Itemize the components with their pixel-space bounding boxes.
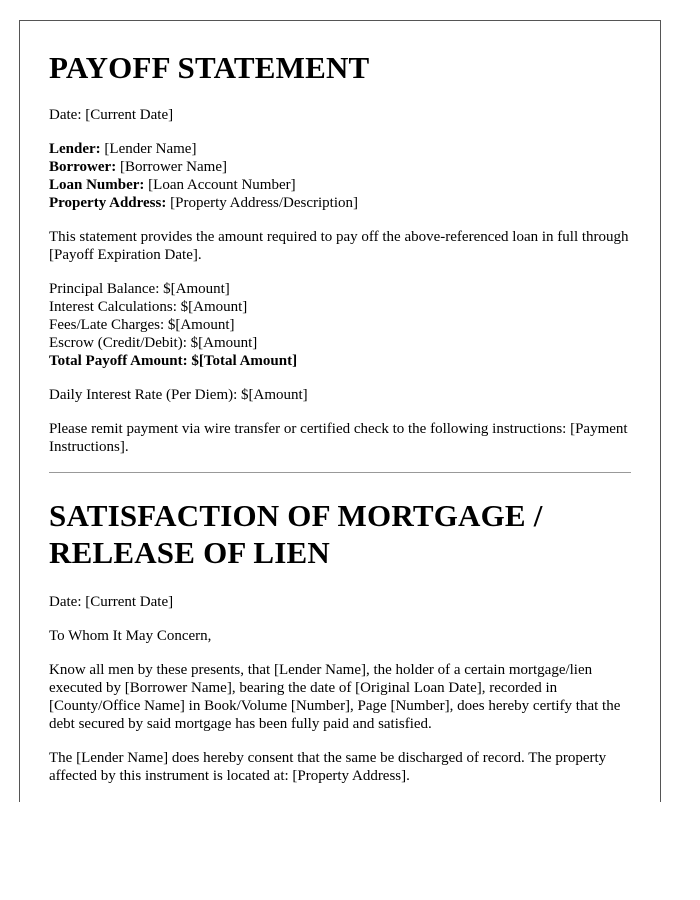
lender-label: Lender:	[49, 141, 101, 157]
satisfaction-title: SATISFACTION OF MORTGAGE / RELEASE OF LIEN	[49, 498, 543, 570]
document-content	[20, 21, 660, 785]
interest-line: Interest Calculations: $[Amount]	[49, 299, 248, 315]
borrower-line	[49, 158, 631, 176]
payoff-breakdown	[49, 280, 631, 370]
property-address-label: Property Address:	[49, 195, 167, 211]
lender-line	[49, 140, 631, 158]
document-page	[19, 20, 661, 802]
property-address-value: [Property Address/Description]	[166, 195, 358, 211]
borrower-value: [Borrower Name]	[116, 159, 227, 175]
salutation: To Whom It May Concern,	[49, 628, 212, 644]
loan-number-label: Loan Number:	[49, 177, 145, 193]
remit-instructions: Please remit payment via wire transfer or certified check to the following instructions: [Payment Instructions].	[49, 421, 628, 455]
satisfaction-body-2: The [Lender Name] does hereby consent that the same be discharged of record. The property affected by this instrument is located at: [Property Address].	[49, 750, 607, 784]
borrower-label: Borrower:	[49, 159, 117, 175]
total-payoff-line: Total Payoff Amount: $[Total Amount]	[49, 353, 298, 369]
payoff-intro: This statement provides the amount required to pay off the above-referenced loan in full through [Payoff Expiration Date].	[49, 229, 629, 263]
satisfaction-body-1: Know all men by these presents, that [Lender Name], the holder of a certain mortgage/lien executed by [Borrower Name], bearing the date of [Original Loan Date], recorded in [County/Office Name] in Book/Volume [Number], Page [Number], does hereby certify that the debt secured by said mortgage has been fully paid and satisfied.	[49, 662, 621, 732]
property-address-line	[49, 194, 631, 212]
loan-number-line	[49, 176, 631, 194]
loan-details	[49, 140, 631, 212]
fees-line: Fees/Late Charges: $[Amount]	[49, 317, 235, 333]
section-divider	[49, 472, 631, 473]
escrow-line: Escrow (Credit/Debit): $[Amount]	[49, 335, 258, 351]
loan-number-value: [Loan Account Number]	[144, 177, 296, 193]
payoff-title: PAYOFF STATEMENT	[49, 50, 370, 85]
satisfaction-date: Date: [Current Date]	[49, 594, 174, 610]
lender-value: [Lender Name]	[100, 141, 197, 157]
principal-line: Principal Balance: $[Amount]	[49, 281, 230, 297]
payoff-date: Date: [Current Date]	[49, 107, 174, 123]
per-diem-line: Daily Interest Rate (Per Diem): $[Amount]	[49, 387, 308, 403]
